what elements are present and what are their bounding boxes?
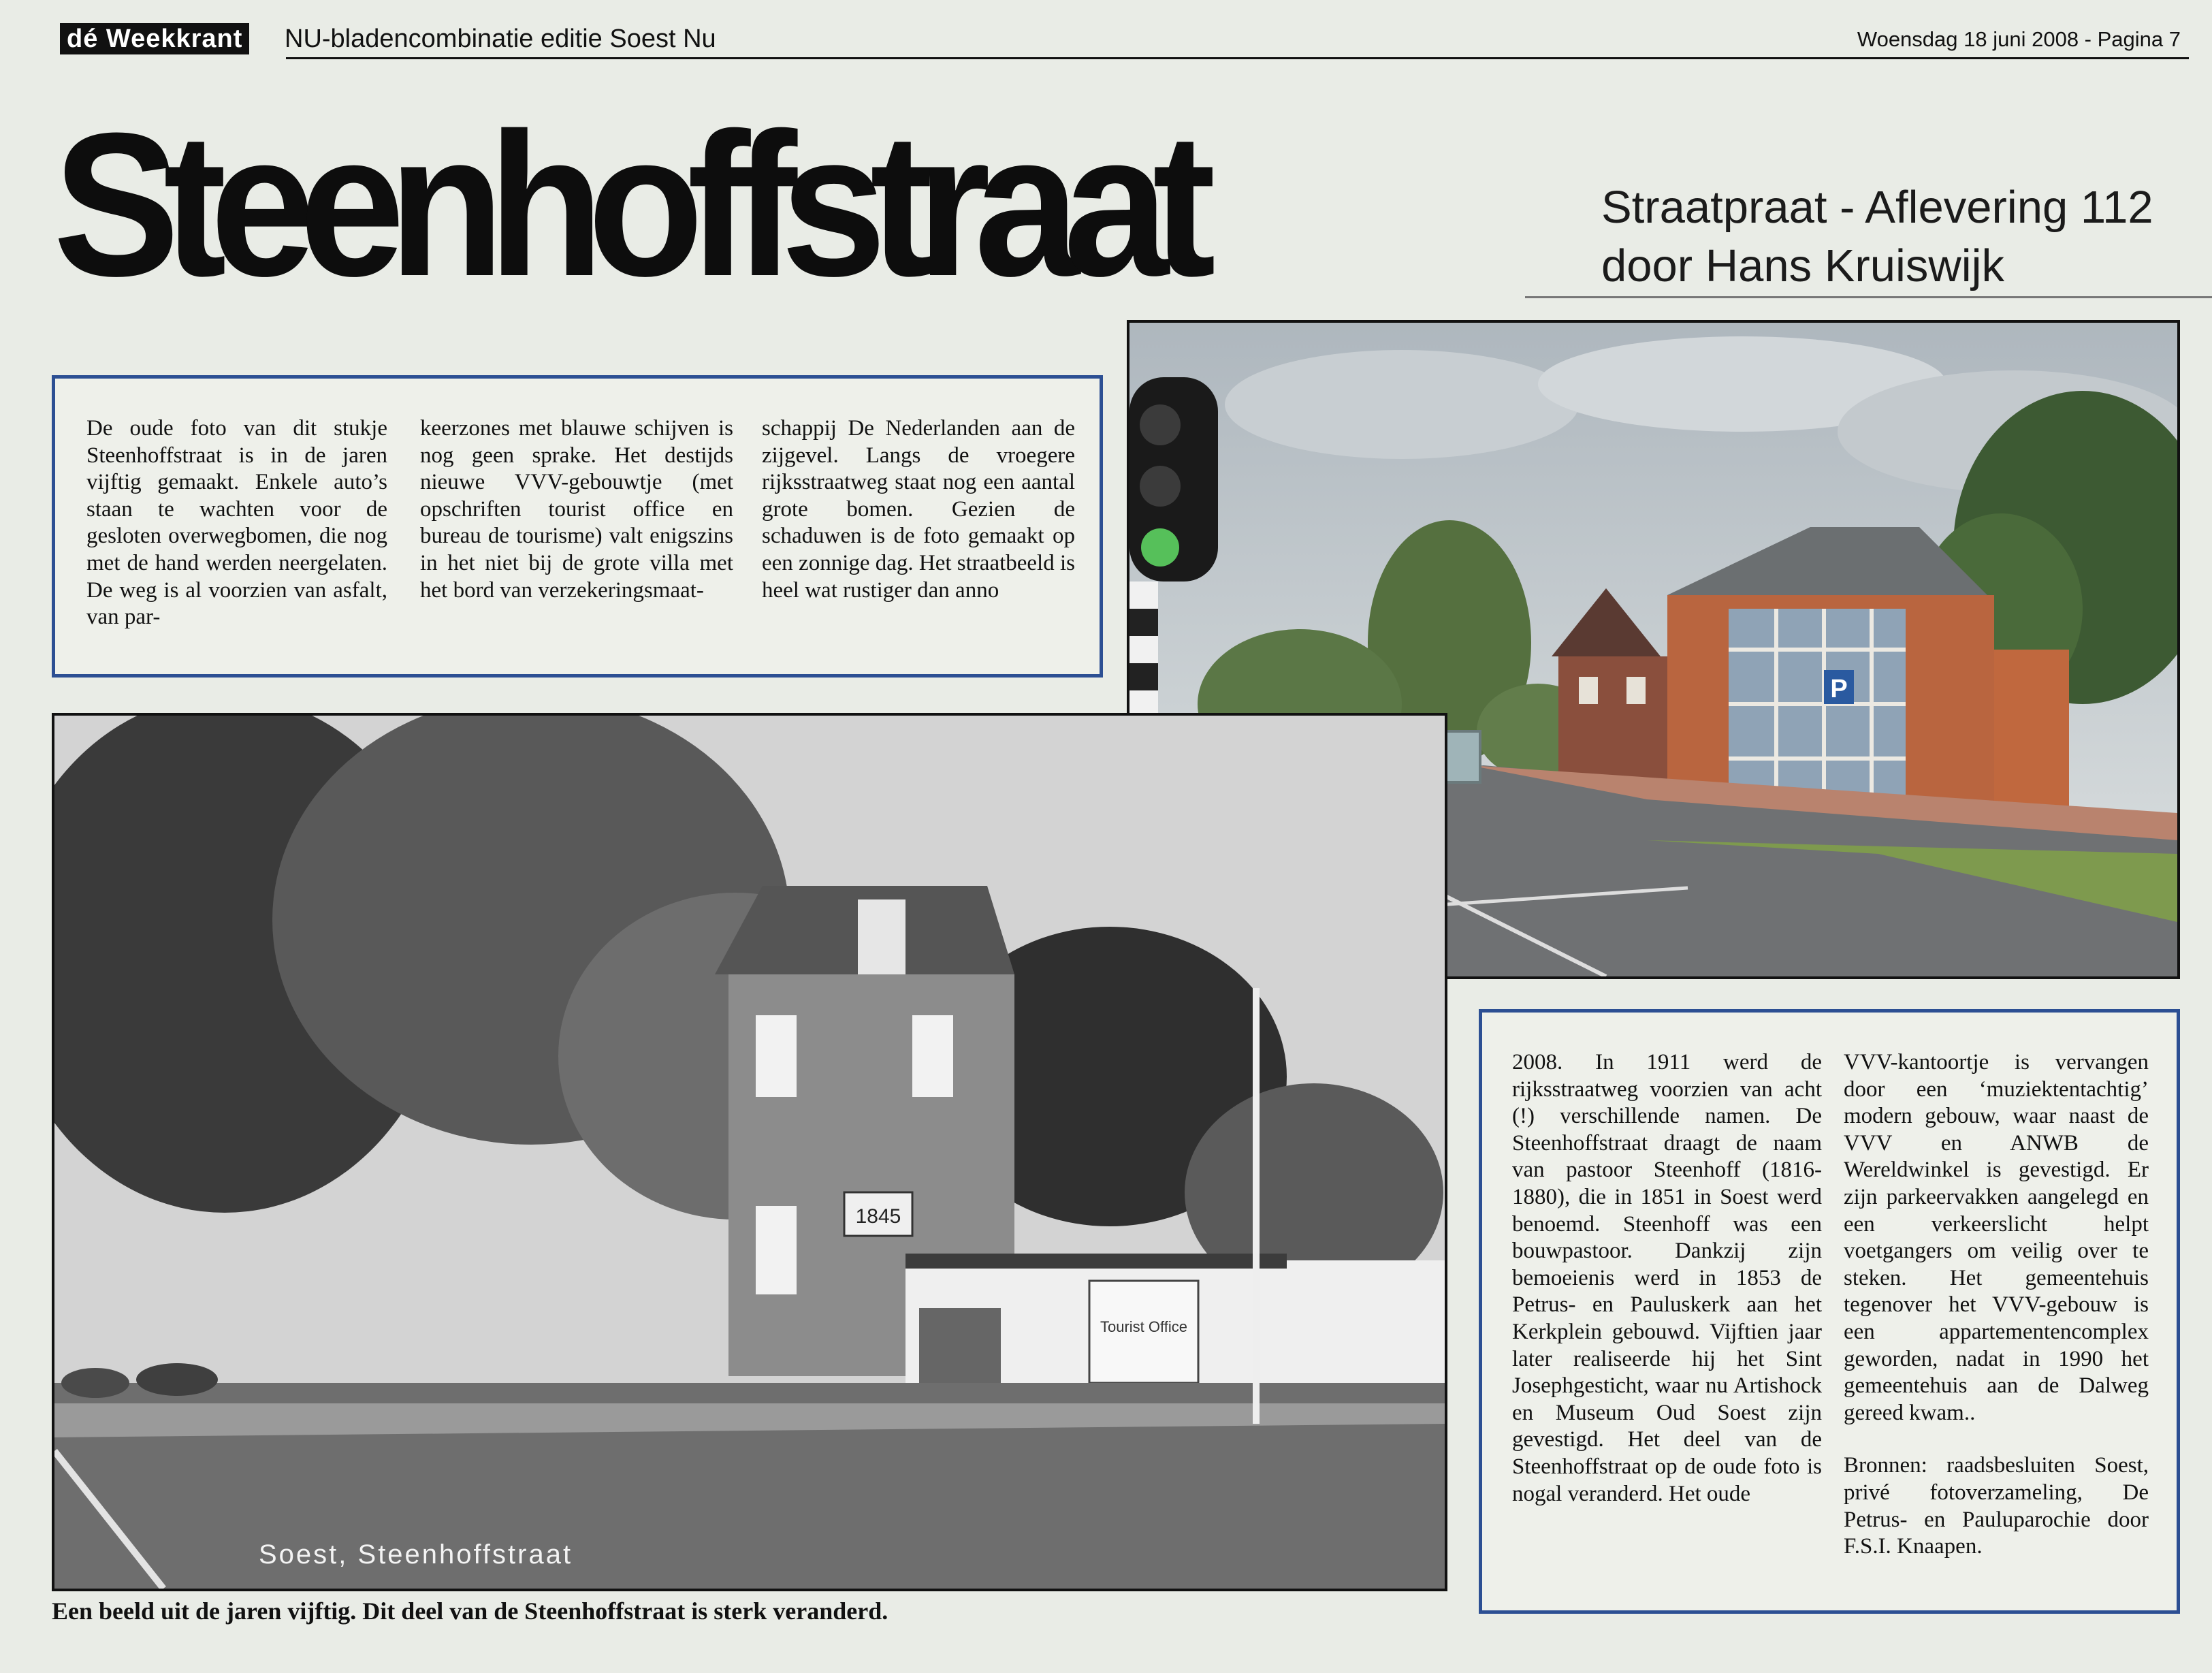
svg-text:P: P	[1830, 675, 1848, 703]
masthead	[60, 23, 2181, 56]
article-box-continued	[1479, 1009, 2180, 1614]
deck	[1601, 178, 2180, 296]
sources: Bronnen: raadsbesluiten Soest, privé fotoverzameling, De Petrus- en Pauluparochie door F.S.I. Knaapen.	[1844, 1453, 2149, 1559]
newspaper-brand: dé Weekkrant	[60, 23, 249, 54]
svg-text:Tourist Office: Tourist Office	[1100, 1318, 1187, 1335]
historic-street-photo	[52, 713, 1447, 1591]
article-column-5	[1844, 1049, 2149, 1561]
article-column-2: keerzones met blauwe schijven is nog geen sprake. Het destijds nieuwe VVV-gebouwtje (met opschriften tourist office en bureau de tourisme) valt enigszins in het niet bij de grote villa met het bord van verzekeringsmaat-	[420, 416, 733, 603]
photo-caption: Een beeld uit de jaren vijftig. Dit deel van de Steenhoffstraat is sterk veranderd.	[52, 1597, 888, 1625]
svg-text:1845: 1845	[855, 1205, 901, 1228]
article-column-5-text: VVV-kantoortje is vervangen door een ‘muziektentachtig’ modern gebouw, waar naast de VVV en ANWB de Wereldwinkel is gevestigd. Er zijn parkeervakken aangelegd en een verkeerslicht helpt voetgangers om veilig over te steken. Het gemeentehuis tegenover het VVV-gebouw is een appartementencomplex geworden, nadat in 1990 het gemeentehuis aan de Dalweg gereed kwam..	[1844, 1050, 2149, 1425]
deck-series: Straatpraat - Aflevering 112	[1601, 182, 2153, 233]
edition-label: NU-bladencombinatie editie Soest Nu	[285, 25, 716, 53]
article-column-1: De oude foto van dit stukje Steenhoffstraat is in de jaren vijftig gemaakt. Enkele auto’s staan te wachten voor de gesloten overwegbomen, die nog met de hand werden neergelaten. De weg is al voorzien van asfalt, van par-	[86, 416, 387, 630]
headline: Steenhoffstraat	[53, 90, 1200, 319]
deck-author: door Hans Kruiswijk	[1601, 240, 2005, 291]
date-page-label: Woensdag 18 juni 2008 - Pagina 7	[1857, 27, 2181, 51]
historic-street-illustration	[54, 716, 1445, 1589]
article-box-intro	[52, 375, 1103, 678]
photo-overlay-title: Soest, Steenhoffstraat	[259, 1540, 573, 1570]
article-column-3: schappij De Nederlanden aan de zijgevel. Langs de vroegere rijksstraatweg staat nog een aantal grote bomen. Gezien de schaduwen is de foto gemaakt op een zonnige dag. Het straatbeeld is heel wat rustiger dan anno	[762, 416, 1075, 603]
article-column-4: 2008. In 1911 werd de rijksstraatweg voorzien van acht (!) verschillende namen. De Steenhoffstraat draagt de naam van pastoor Steenhoff (1816-1880), die in 1851 in Soest werd benoemd. Steenhoff was een bouwpastoor. Dankzij zijn bemoeienis werd in 1853 de Petrus- en Pauluskerk aan het Kerkplein gebouwd. Vijftien jaar later realiseerde hij het Sint Josephgesticht, waar nu Artishock en Museum Oud Soest zijn gevestigd. Het deel van de Steenhoffstraat op de oude foto is nogal veranderd. Het oude	[1512, 1050, 1822, 1506]
deck-rule	[1525, 296, 2212, 298]
